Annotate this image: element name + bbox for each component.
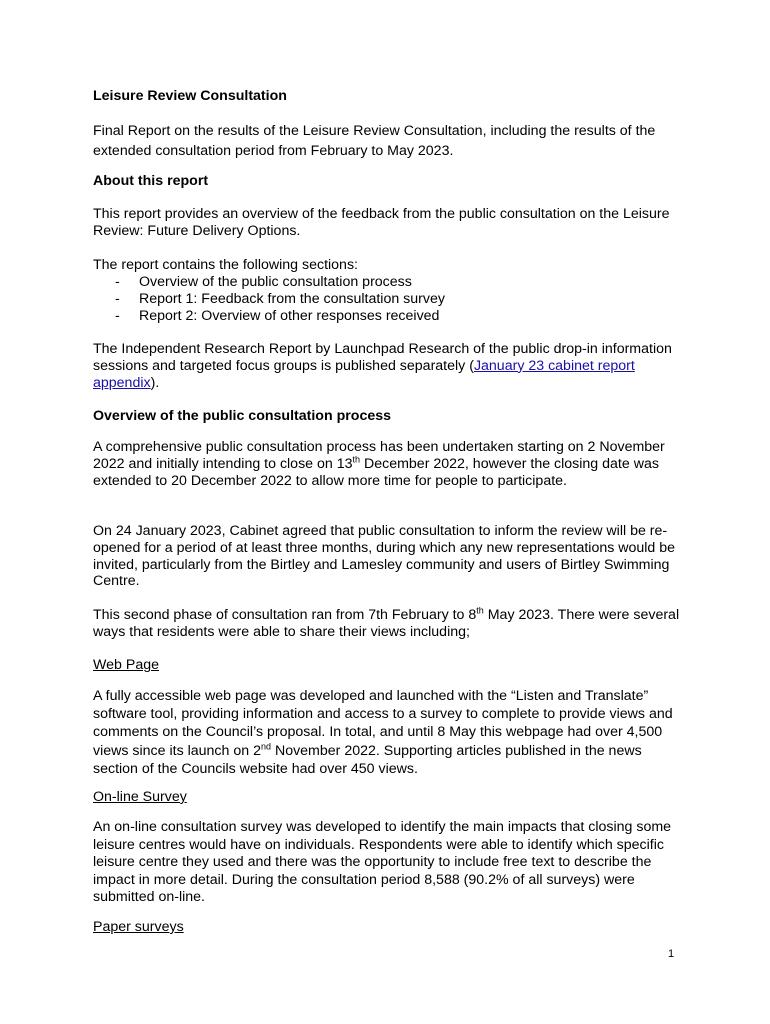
online-survey-heading: On-line Survey <box>93 789 187 805</box>
list-marker: - <box>115 307 120 324</box>
overview-paragraph-1: A comprehensive public consultation process has been undertaken starting on 2 November 2022 and initially intending to close on 13th December 2022, however the closing date was extended to 20 December 2022 to allow more time for people to participate. <box>93 439 665 489</box>
about-heading: About this report <box>93 173 209 189</box>
page-number: 1 <box>668 948 675 960</box>
list-marker: - <box>115 274 120 290</box>
sections-list <box>93 274 683 324</box>
list-item: - Overview of the public consultation process <box>115 274 412 290</box>
overview-heading: Overview of the public consultation process <box>93 408 391 424</box>
document-title: Leisure Review Consultation <box>93 88 287 104</box>
about-paragraph: This report provides an overview of the feedback from the public consultation on the Leisure Review: Future Delivery Options. <box>93 206 670 239</box>
paper-surveys-heading: Paper surveys <box>93 919 184 935</box>
online-survey-paragraph: An on-line consultation survey was developed to identify the main impacts that closing some leisure centres would have on individuals. Respondents were able to identify which specific leisure centre they used and there was the opportunity to include free text to describe the impact in more detail. During the consultation period 8,588 (90.2% of all surveys) were submitted on-line. <box>93 819 672 905</box>
cabinet-report-link[interactable]: January 23 cabinet report appendix <box>93 357 635 391</box>
list-marker: - <box>115 290 120 307</box>
list-item: - Report 2: Overview of other responses received <box>115 307 440 324</box>
list-item: - Report 1: Feedback from the consultation survey <box>115 290 445 307</box>
web-page-paragraph: A fully accessible web page was developed and launched with the “Listen and Translate” software tool, providing information and access to a survey to complete to provide views and comments on the Council’s proposal. In total, and until 8 May this webpage had over 4,500 views since its launch on 2nd November 2022. Supporting articles published in the news section of the Councils website had over 450 views. <box>93 688 673 777</box>
independent-paragraph: The Independent Research Report by Launchpad Research of the public drop-in information sessions and targeted focus groups is published separately (January 23 cabinet report appendix). <box>93 341 672 391</box>
intro-paragraph: Final Report on the results of the Leisure Review Consultation, including the results of the extended consultation period from February to May 2023. <box>93 123 656 159</box>
overview-paragraph-2: On 24 January 2023, Cabinet agreed that public consultation to inform the review will be re-opened for a period of at least three months, during which any new representations would be invited, particularly from the Birtley and Lamesley community and users of Birtley Swimming Centre. <box>93 523 676 590</box>
web-page-heading: Web Page <box>93 657 159 673</box>
sections-intro: The report contains the following sections: <box>93 257 358 273</box>
overview-paragraph-3: This second phase of consultation ran from 7th February to 8th May 2023. There were several ways that residents were able to share their views including; <box>93 605 680 640</box>
